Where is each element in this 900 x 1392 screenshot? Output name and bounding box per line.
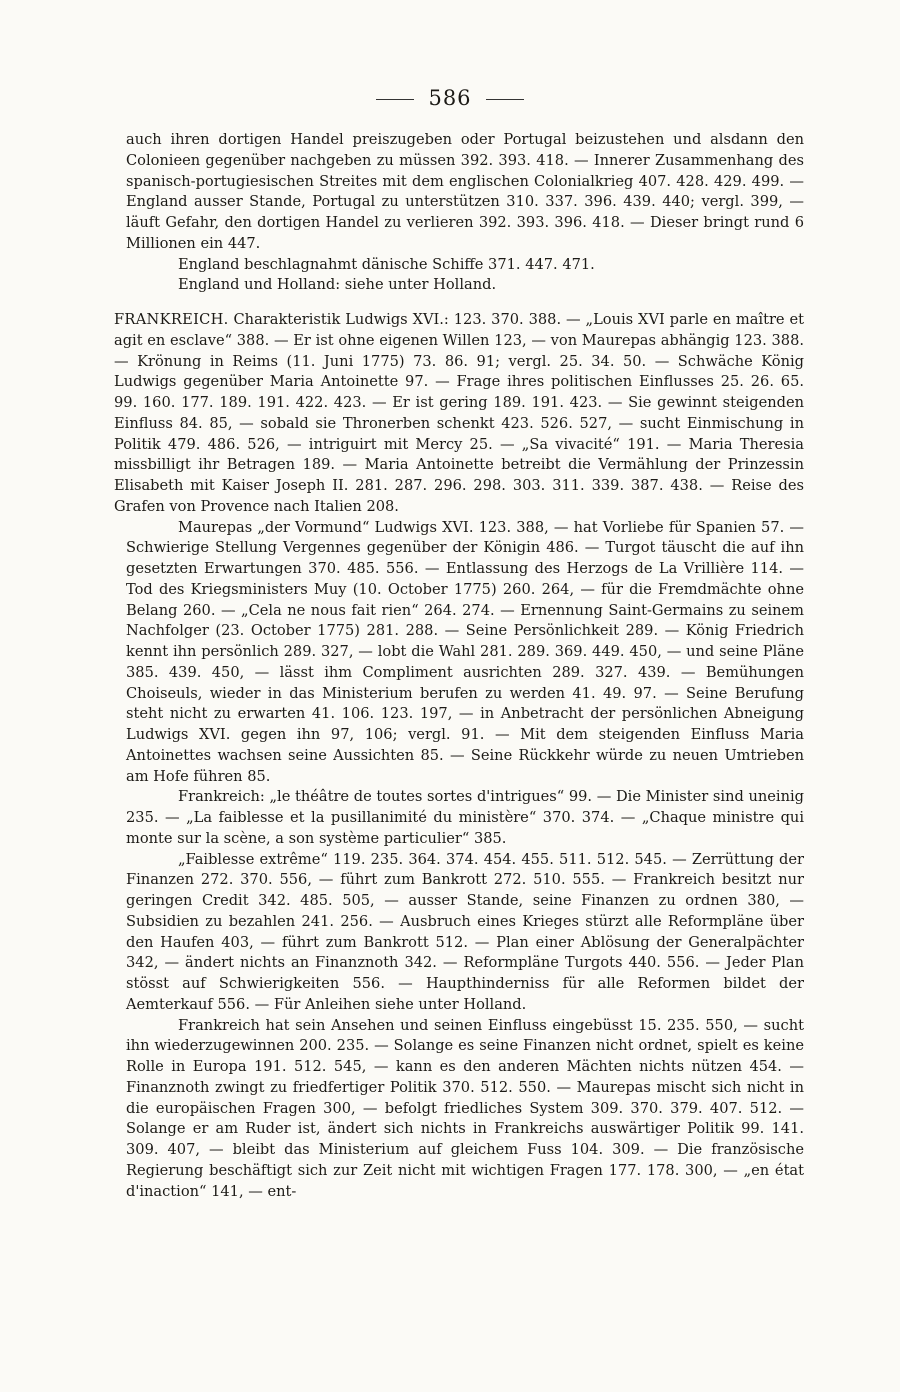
index-paragraph: Maurepas „der Vormund“ Ludwigs XVI. 123. 388, — hat Vorliebe für Spanien 57. — Schwierige Stellung Vergennes gegenüber der Königin 486. — Turgot täuscht die auf ihn gesetzten Erwartungen 370. 485. 556. — Entlassung des Herzogs de La Vrillière 114. — Tod des Kriegsministers Muy (10. October 1775) 260. 264, — für die Fremdmächte ohne Belang 260. — „Cela ne nous fait rien“ 264. 274. — Ernennung Saint-Germains zu seinem Nachfolger (23. October 1775) 281. 288. — Seine Persönlichkeit 289. — König Friedrich kennt ihn persönlich 289. 327, — lobt die Wahl 281. 289. 369. 449. 450, — und seine Pläne 385. 439. 450, — lässt ihm Compliment ausrichten 289. 327. 439. — Bemühungen Choiseuls, wieder in das Ministerium berufen zu werden 41. 49. 97. — Seine Berufung steht nicht zu erwarten 41. 106. 123. 197, — in Anbetracht der persönlichen Abneigung Ludwigs XVI. gegen ihn 97, 106; vergl. 91. — Mit dem steigenden Einfluss Maria Antoinettes wachsen seine Aussichten 85. — Seine Rückkehr würde zu neuen Umtrieben am Hofe führen 85.: [126, 518, 804, 785]
index-paragraph: England beschlagnahmt dänische Schiffe 371. 447. 471.: [178, 255, 595, 273]
index-text: [114, 130, 804, 1202]
headword: FRANKREICH.: [114, 311, 229, 328]
page-number: 586: [428, 86, 472, 110]
entry-text: Charakteristik Ludwigs XVI.: 123. 370. 388. — „Louis XVI parle en maître et agit en esclave“ 388. — Er ist ohne eigenen Willen 123, — von Maurepas abhängig 123. 388. — Krönung in Reims (11. Juni 1775) 73. 86. 91; vergl. 25. 34. 50. — Schwäche König Ludwigs gegenüber Maria Antoinette 97. — Frage ihres politischen Einflusses 25. 26. 65. 99. 160. 177. 189. 191. 422. 423. — Er ist gering 189. 191. 423. — Sie gewinnt steigenden Einfluss 84. 85, — sobald sie Thronerben schenkt 423. 526. 527, — sucht Einmischung in Politik 479. 486. 526, — intriguirt mit Mercy 25. — „Sa vivacité“ 191. — Maria Theresia missbilligt ihr Betragen 189. — Maria Antoinette betreibt die Vermählung der Prinzessin Elisabeth mit Kaiser Joseph II. 281. 287. 296. 298. 303. 311. 339. 387. 438. — Reise des Grafen von Provence nach Italien 208.: [114, 311, 804, 515]
index-paragraph: Frankreich: „le théâtre de toutes sortes d'intrigues“ 99. — Die Minister sind uneinig 235. — „La faiblesse et la pusillanimité du ministère“ 370. 374. — „Chaque ministre qui monte sur la scène, a son système particulier“ 385.: [126, 788, 804, 847]
header-dash-left: [376, 99, 414, 100]
index-paragraph: England und Holland: siehe unter Holland.: [178, 276, 497, 294]
header-dash-right: [486, 99, 524, 100]
index-paragraph: auch ihren dortigen Handel preiszugeben oder Portugal beizustehen und alsdann den Colonieen gegenüber nachgeben zu müssen 392. 393. 418. — Innerer Zusammenhang des spanisch-portugiesischen Streites mit dem englischen Colonialkrieg 407. 428. 429. 499. — England ausser Stande, Portugal zu unterstützen 310. 337. 396. 439. 440; vergl. 399, — läuft Gefahr, den dortigen Handel zu verlieren 392. 393. 396. 418. — Dieser bringt rund 6 Millionen ein 447.: [126, 131, 804, 252]
page-header: [0, 86, 900, 110]
index-paragraph: „Faiblesse extrême“ 119. 235. 364. 374. 454. 455. 511. 512. 545. — Zerrüttung der Finanzen 272. 370. 556, — führt zum Bankrott 272. 510. 555. — Frankreich besitzt nur geringen Credit 342. 485. 505, — ausser Stande, seine Finanzen zu ordnen 380, — Subsidien zu bezahlen 241. 256. — Ausbruch eines Krieges stürzt alle Reformpläne über den Haufen 403, — führt zum Bankrott 512. — Plan einer Ablösung der Generalpächter 342, — ändert nichts an Finanznoth 342. — Reformpläne Turgots 440. 556. — Jeder Plan stösst auf Schwierigkeiten 556. — Haupthinderniss für alle Reformen bildet der Aemterkauf 556. — Für Anleihen siehe unter Holland.: [126, 850, 804, 1013]
index-entry-frankreich: [114, 310, 804, 518]
index-paragraph: Frankreich hat sein Ansehen und seinen Einfluss eingebüsst 15. 235. 550, — sucht ihn wiederzugewinnen 200. 235. — Solange es seine Finanzen nicht ordnet, spielt es keine Rolle in Europa 191. 512. 545, — kann es den anderen Mächten nichts nützen 454. — Finanznoth zwingt zu friedfertiger Politik 370. 512. 550. — Maurepas mischt sich nicht in die europäischen Fragen 300, — befolgt friedliches System 309. 370. 379. 407. 512. — Solange er am Ruder ist, ändert sich nichts in Frankreichs auswärtiger Politik 99. 141. 309. 407, — bleibt das Ministerium auf gleichem Fuss 104. 309. — Die französische Regierung beschäftigt sich zur Zeit nicht mit wichtigen Fragen 177. 178. 300, — „en état d'inaction“ 141, — ent-: [126, 1016, 804, 1200]
